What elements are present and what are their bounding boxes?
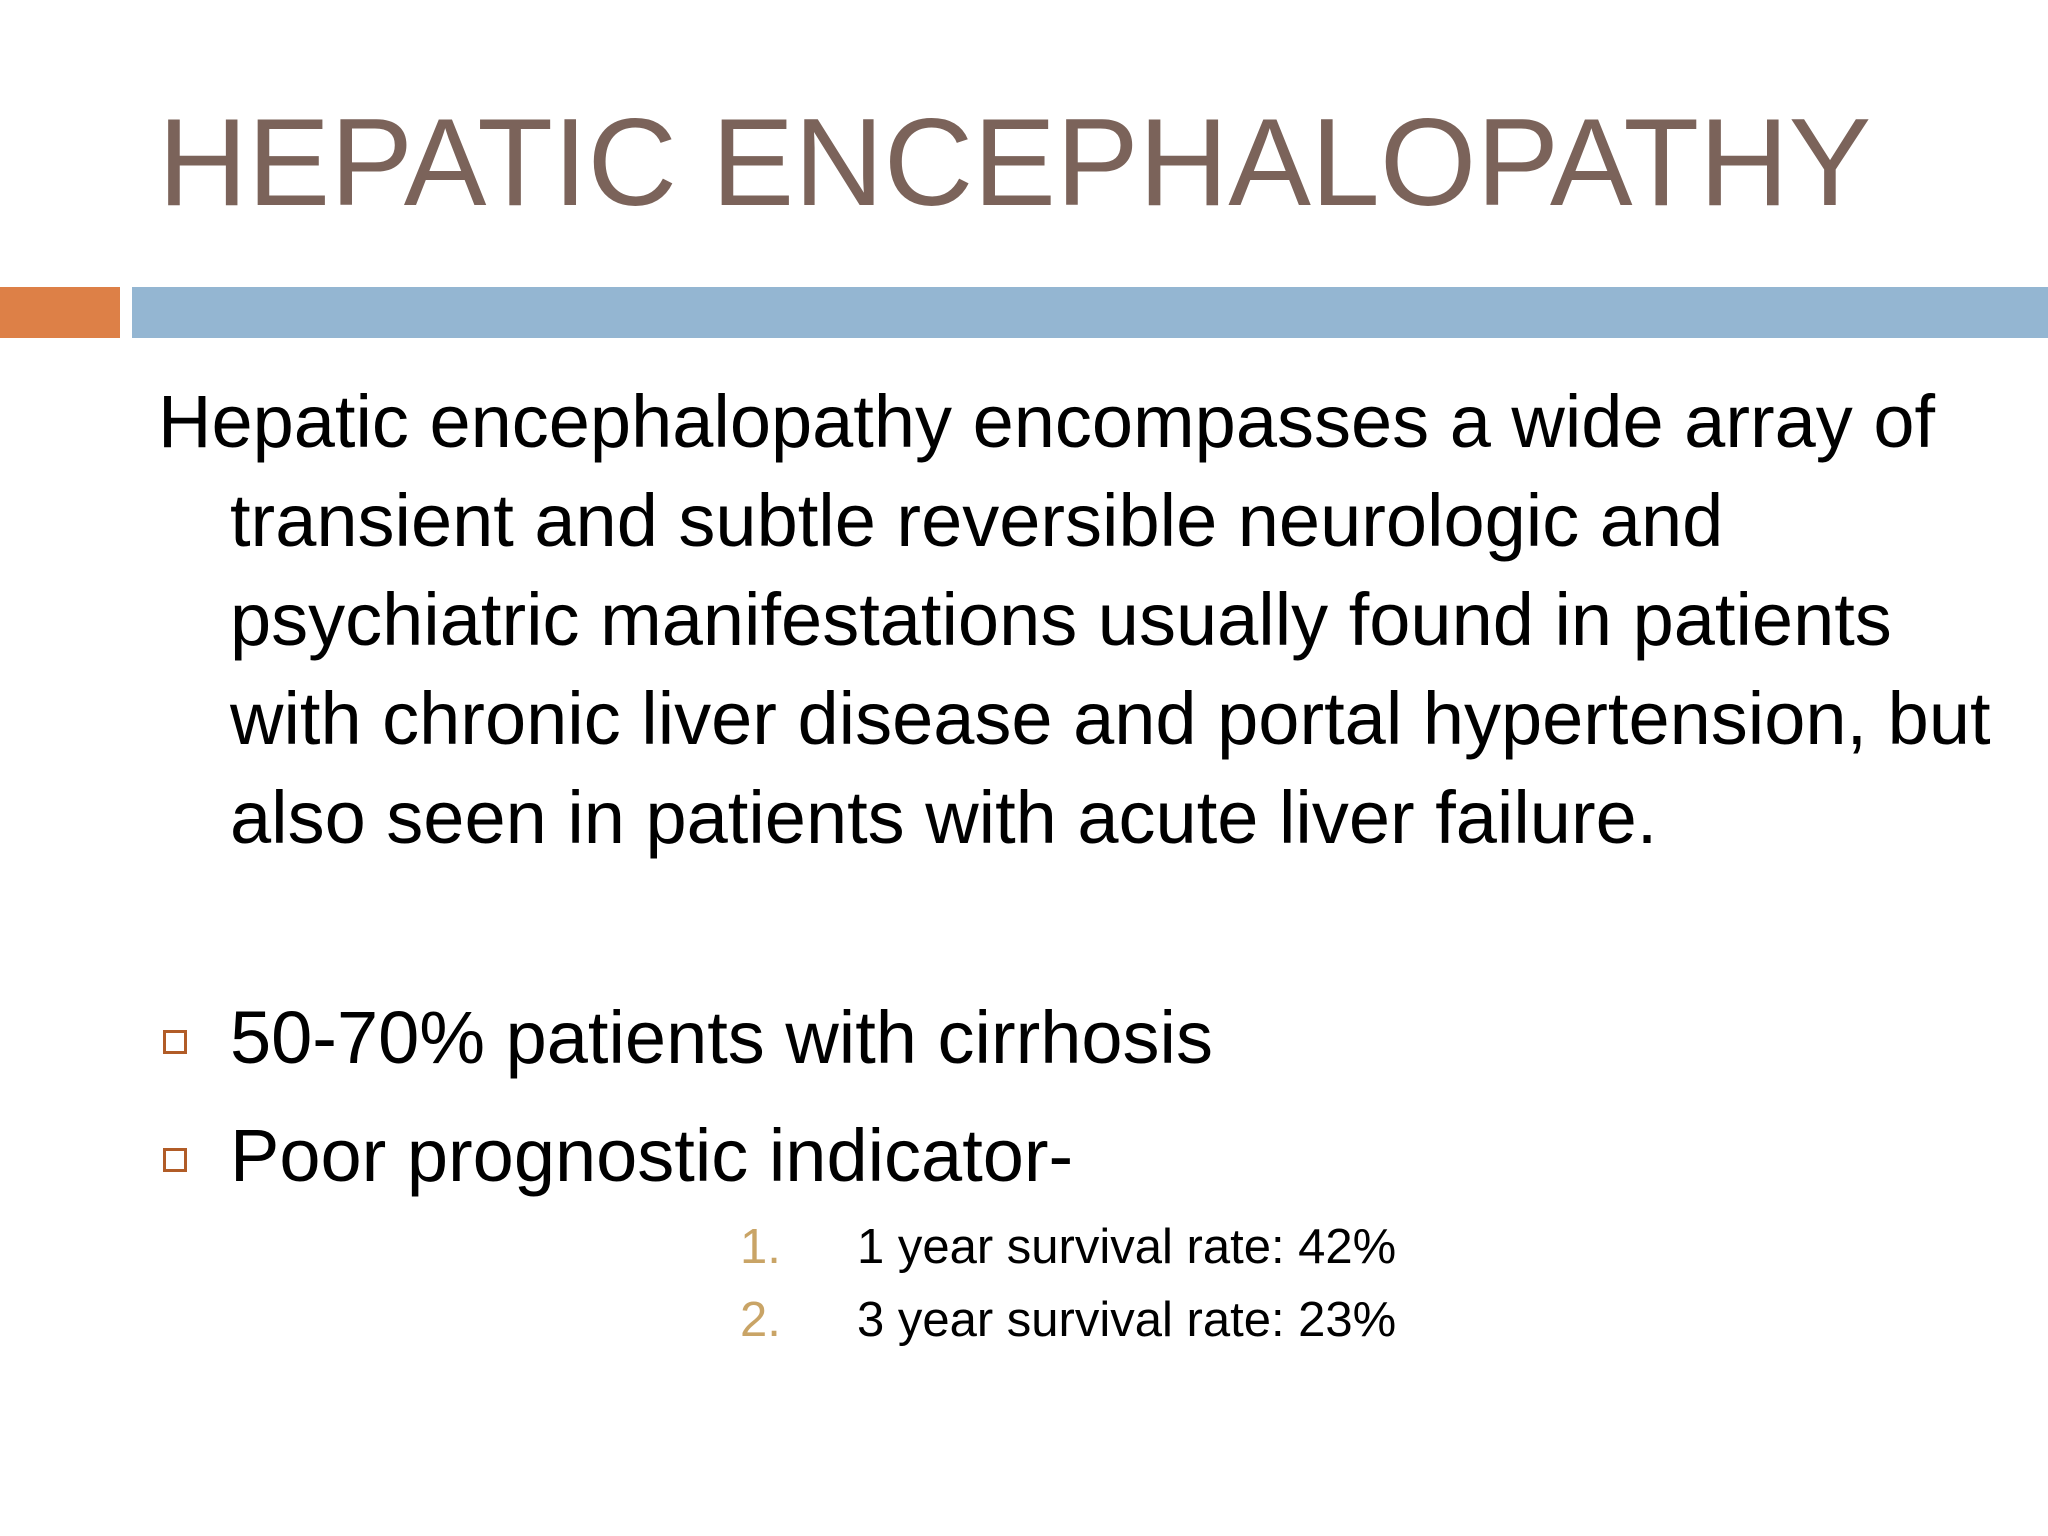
- sub-item-number: 2.: [740, 1293, 781, 1347]
- bullet-text: Poor prognostic indicator-: [230, 1114, 1074, 1197]
- title-accent-bar: [0, 287, 120, 338]
- sub-item-number: 1.: [740, 1220, 781, 1274]
- sub-item-text: 3 year survival rate: 23%: [857, 1293, 1397, 1347]
- slide-title: HEPATIC ENCEPHALOPATHY: [158, 94, 1872, 232]
- title-divider-bar: [132, 287, 2048, 338]
- bullet-text: 50-70% patients with cirrhosis: [230, 996, 1213, 1079]
- sub-item-text: 1 year survival rate: 42%: [857, 1220, 1397, 1274]
- hollow-square-bullet-icon: [163, 1148, 187, 1172]
- intro-paragraph: Hepatic encephalopathy encompasses a wide array of transient and subtle reversible neurologic and psychiatric manifestations usually found in patients with chronic liver disease and portal hypertension, but also seen in patients with acute liver failure.: [158, 380, 1991, 859]
- hollow-square-bullet-icon: [163, 1030, 187, 1054]
